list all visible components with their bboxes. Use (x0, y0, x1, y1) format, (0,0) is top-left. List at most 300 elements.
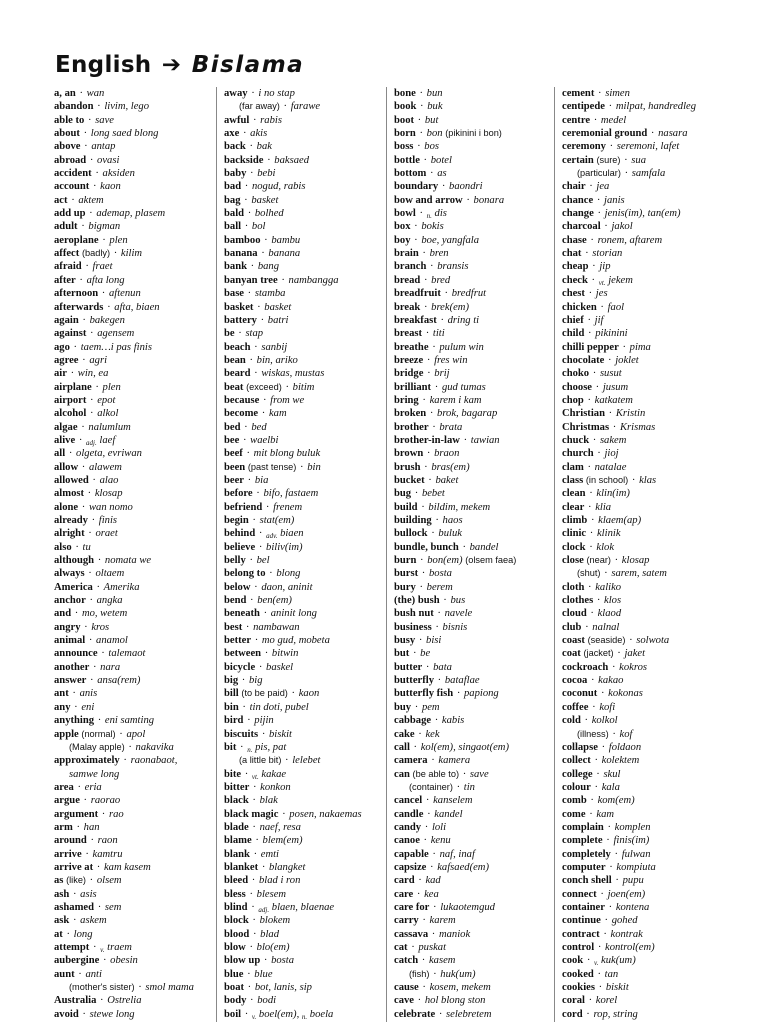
separator-dot: · (97, 555, 102, 567)
headword: chuck (562, 434, 590, 446)
headword: before (224, 488, 253, 500)
separator-dot: · (615, 875, 619, 887)
translation: kakao (598, 675, 624, 687)
headword: afterwards (54, 301, 104, 313)
headword: candy (394, 821, 422, 833)
translation: bitwin (271, 648, 299, 660)
dictionary-entry (54, 808, 214, 821)
dictionary-entry (394, 714, 554, 727)
dictionary-entry (224, 581, 384, 594)
separator-dot: · (90, 835, 94, 847)
translation: nasara (658, 128, 688, 140)
headword: clean (562, 488, 586, 500)
translation: nogud, rabis (251, 181, 306, 193)
usage-note: (badly) (81, 248, 111, 259)
dictionary-entry (224, 954, 384, 967)
part-of-speech: n. (426, 212, 432, 221)
dictionary-entry (54, 354, 214, 367)
translation: lelebet (292, 755, 321, 767)
headword: brilliant (394, 381, 432, 393)
headword: blank (224, 848, 250, 860)
headword: bit (224, 741, 237, 753)
headword: clear (562, 501, 585, 513)
translation: foldaon (608, 741, 642, 753)
headword: bleed (224, 875, 249, 887)
dictionary-entry (394, 541, 554, 554)
translation: pikinini (595, 328, 628, 340)
separator-dot: · (90, 408, 94, 420)
translation: simen (605, 88, 630, 99)
separator-dot: · (242, 128, 247, 140)
dictionary-entry (54, 247, 214, 260)
translation: akis (250, 128, 268, 140)
translation: daon, aninit (261, 581, 313, 593)
translation: wiskas, mustas (261, 368, 325, 380)
separator-dot: · (588, 328, 592, 340)
separator-dot: · (588, 501, 592, 513)
dictionary-entry (562, 1008, 722, 1021)
headword: bend (224, 595, 247, 607)
translation: smol mama (145, 982, 194, 994)
translation: kam (596, 808, 615, 820)
headword: certain (562, 154, 594, 166)
separator-dot: · (419, 208, 423, 220)
dictionary-entry (394, 447, 554, 460)
dictionary-entry (54, 981, 214, 994)
translation: wan nomo (88, 501, 133, 513)
dictionary-entry (224, 728, 384, 741)
separator-dot: · (107, 301, 111, 313)
dictionary-entry (224, 594, 384, 607)
dictionary-entry (394, 461, 554, 474)
separator-dot: · (90, 394, 94, 406)
headword: burn (394, 555, 417, 567)
separator-dot: · (265, 501, 270, 513)
headword: and (54, 608, 72, 620)
dictionary-entry (224, 447, 384, 460)
separator-dot: · (423, 154, 428, 166)
separator-dot: · (97, 715, 102, 727)
headword: between (224, 648, 262, 660)
headword: collapse (562, 741, 598, 753)
translation: boela (309, 1008, 334, 1020)
translation: klas (639, 474, 657, 486)
translation: jioj (604, 448, 619, 460)
dictionary-entry (394, 127, 554, 140)
dictionary-entry (224, 968, 384, 981)
separator-dot: · (96, 861, 101, 873)
headword: brain (394, 248, 419, 260)
translation: biskit (605, 982, 629, 994)
dictionary-entry (394, 874, 554, 887)
separator-dot: · (88, 635, 93, 647)
headword: cocoa (562, 675, 588, 687)
translation: bataflae (444, 675, 480, 687)
translation: rao (108, 808, 124, 820)
dictionary-entry (394, 768, 554, 781)
separator-dot: · (414, 701, 419, 713)
headword: bill (224, 688, 239, 700)
translation: farawe (290, 101, 321, 113)
separator-dot: · (597, 942, 602, 953)
dictionary-entry (562, 754, 722, 767)
headword: control (562, 942, 595, 953)
dictionary-entry (54, 928, 214, 941)
dictionary-entry (562, 914, 722, 927)
dictionary-entry (54, 714, 214, 727)
separator-dot: · (590, 675, 595, 687)
headword: account (54, 181, 90, 193)
dictionary-entry (224, 607, 384, 620)
separator-dot: · (249, 555, 253, 567)
translation: skul (603, 768, 621, 780)
dictionary-entry (562, 287, 722, 300)
translation: aksiden (102, 168, 135, 180)
separator-dot: · (285, 381, 290, 393)
dictionary-entry (54, 501, 214, 514)
usage-note: (normal) (81, 728, 116, 739)
title-target-language: Bislama (191, 52, 305, 78)
column-divider (386, 87, 387, 1022)
dictionary-entry (54, 741, 214, 754)
headword: America (54, 581, 93, 593)
translation: traem (107, 942, 132, 953)
translation: rop, string (593, 1008, 638, 1020)
separator-dot: · (83, 795, 88, 807)
dictionary-entry (394, 234, 554, 247)
separator-dot: · (586, 1008, 590, 1020)
separator-dot: · (462, 541, 466, 553)
separator-dot: · (81, 221, 85, 233)
headword: against (54, 328, 87, 340)
dictionary-entry (54, 861, 214, 874)
translation: i no stap (258, 88, 295, 99)
translation: ronem, aftarem (597, 234, 663, 246)
translation: haos (442, 515, 463, 526)
headword: bamboo (224, 234, 261, 246)
headword: allowed (54, 474, 89, 486)
dictionary-entry (54, 674, 214, 687)
usage-note: (illness) (577, 728, 609, 739)
translation: braon (434, 448, 460, 460)
separator-dot: · (587, 461, 591, 473)
dictionary-entry (562, 487, 722, 500)
headword: cabbage (394, 715, 432, 727)
translation: raon (97, 835, 118, 847)
separator-dot: · (590, 795, 594, 807)
translation: faol (607, 301, 625, 313)
separator-dot: · (244, 768, 249, 780)
dictionary-entry (394, 567, 554, 580)
translation: kea (424, 888, 439, 900)
headword: Christmas (562, 421, 610, 433)
dictionary-entry (394, 381, 554, 394)
dictionary-entry (224, 861, 384, 874)
headword: at (54, 928, 63, 940)
column-divider (216, 87, 217, 1022)
headword: box (394, 221, 411, 233)
translation: jip (599, 261, 611, 273)
usage-note: (olsem faea) (465, 555, 517, 566)
separator-dot: · (414, 234, 418, 246)
separator-dot: · (261, 408, 266, 420)
dictionary-entry (394, 968, 554, 981)
dictionary-entry (224, 674, 384, 687)
headword: cause (394, 982, 419, 994)
translation: raonabaot, (130, 755, 178, 767)
translation: oltaem (95, 568, 125, 580)
dictionary-entry (394, 834, 554, 847)
dictionary-entry (562, 741, 722, 754)
separator-dot: · (281, 274, 285, 286)
separator-dot: · (249, 141, 253, 153)
separator-dot: · (463, 434, 468, 446)
dictionary-entry (224, 888, 384, 901)
headword: complete (562, 835, 603, 847)
translation: Kristin (615, 408, 646, 420)
separator-dot: · (252, 928, 257, 940)
dictionary-entry (54, 100, 214, 113)
headword: algae (54, 421, 78, 433)
dictionary-entry (224, 901, 384, 914)
separator-dot: · (424, 461, 428, 473)
headword: attempt (54, 942, 90, 953)
headword: bag (224, 194, 241, 206)
translation: aftenun (108, 288, 141, 300)
usage-note: (pikinini i bon) (445, 128, 502, 139)
part-of-speech: adj. (86, 438, 97, 447)
headword: after (54, 274, 76, 286)
separator-dot: · (609, 861, 613, 873)
separator-dot: · (430, 861, 434, 873)
headword: blame (224, 835, 252, 847)
headword: been (224, 461, 246, 473)
dictionary-entry (54, 781, 214, 794)
separator-dot: · (418, 728, 422, 740)
dictionary-entry (224, 167, 384, 180)
separator-dot: · (249, 354, 253, 366)
separator-dot: · (79, 274, 83, 286)
translation: biaen (280, 528, 304, 540)
translation: jusum (602, 381, 629, 393)
separator-dot: · (588, 288, 593, 300)
separator-dot: · (588, 995, 593, 1007)
translation: pijin (254, 715, 274, 727)
dictionary-entry (224, 327, 384, 340)
translation: han (83, 821, 100, 833)
dictionary-entry (54, 301, 214, 314)
translation: apol (126, 728, 146, 740)
translation: bitim (292, 381, 315, 393)
separator-dot: · (431, 755, 435, 767)
headword: as (54, 875, 64, 887)
translation: jif (594, 314, 604, 326)
headword: aubergine (54, 955, 100, 967)
translation: finis(im) (613, 835, 650, 847)
translation: bren (429, 248, 449, 260)
headword: chest (562, 288, 585, 300)
dictionary-entry (394, 701, 554, 714)
dictionary-entry (224, 621, 384, 634)
translation: dis (434, 208, 447, 220)
dictionary-entry (562, 474, 722, 487)
dictionary-entry (54, 487, 214, 500)
dictionary-entry (562, 647, 722, 660)
translation: baket (435, 474, 459, 486)
separator-dot: · (420, 555, 424, 567)
translation: sem (104, 901, 122, 913)
dictionary-entry (394, 180, 554, 193)
headword: air (54, 368, 67, 380)
separator-dot: · (87, 114, 92, 126)
headword: check (562, 274, 588, 286)
dictionary-entry (562, 354, 722, 367)
translation: blangket (269, 861, 306, 873)
translation: korel (595, 995, 618, 1007)
translation: stat(em) (259, 515, 295, 526)
translation: tawian (470, 434, 500, 446)
separator-dot: · (422, 982, 426, 994)
headword: clothes (562, 595, 594, 607)
translation: kompiuta (616, 861, 656, 873)
headword: computer (562, 861, 606, 873)
separator-dot: · (88, 568, 92, 580)
dictionary-entry (562, 194, 722, 207)
translation: bifo, fastaem (263, 488, 319, 500)
translation: samfala (631, 168, 666, 180)
headword: always (54, 568, 85, 580)
translation: emti (260, 848, 280, 860)
headword: brush (394, 461, 421, 473)
dictionary-entry (562, 394, 722, 407)
dictionary-entry (394, 527, 554, 540)
headword: affect (54, 248, 80, 260)
separator-dot: · (412, 648, 417, 660)
separator-dot: · (241, 675, 246, 687)
dictionary-entry (394, 861, 554, 874)
translation: storian (592, 248, 623, 260)
headword: chance (562, 194, 594, 206)
dictionary-entry (562, 180, 722, 193)
dictionary-entry (562, 167, 722, 180)
translation: klok (596, 541, 615, 553)
dictionary-entry (54, 421, 214, 434)
separator-dot: · (85, 848, 89, 860)
headword: cookies (562, 982, 595, 994)
translation: tu (82, 541, 91, 553)
dictionary-entry (562, 154, 722, 167)
dictionary-entry (54, 621, 214, 634)
headword: argument (54, 808, 99, 820)
dictionary-entry (394, 821, 554, 834)
headword: carry (394, 915, 419, 927)
separator-dot: · (598, 88, 602, 99)
translation: tan (604, 968, 619, 980)
dictionary-entry (562, 794, 722, 807)
dictionary-entry (394, 367, 554, 380)
dictionary-entry (562, 381, 722, 394)
dictionary-entry (224, 554, 384, 567)
separator-dot: · (123, 755, 127, 767)
separator-dot: · (282, 808, 286, 820)
separator-dot: · (587, 394, 591, 406)
separator-dot: · (79, 88, 83, 99)
translation: bak (256, 141, 272, 153)
translation: biskit (269, 728, 292, 740)
usage-note: (Malay apple) (69, 741, 125, 752)
separator-dot: · (624, 168, 629, 180)
separator-dot: · (417, 995, 422, 1007)
headword: can (394, 768, 410, 780)
separator-dot: · (590, 234, 594, 246)
separator-dot: · (88, 528, 92, 540)
usage-note: (to be paid) (241, 688, 288, 699)
headword: abroad (54, 154, 87, 166)
dictionary-entry (54, 327, 214, 340)
headword: big (224, 675, 239, 687)
separator-dot: · (441, 181, 446, 193)
separator-dot: · (254, 581, 258, 593)
separator-dot: · (589, 488, 593, 500)
dictionary-entry (54, 954, 214, 967)
separator-dot: · (466, 194, 470, 206)
translation: medel (600, 114, 627, 126)
translation: bun (426, 88, 443, 99)
part-of-speech: adj. (258, 905, 270, 914)
dictionary-entry (224, 821, 384, 834)
headword: about (54, 128, 80, 140)
separator-dot: · (261, 728, 266, 740)
headword: befriend (224, 501, 263, 513)
headword: anything (54, 715, 95, 727)
headword: bring (394, 394, 419, 406)
dictionary-entry (224, 634, 384, 647)
dictionary-entry (562, 661, 722, 674)
separator-dot: · (608, 408, 613, 420)
translation: biliv(im) (266, 541, 303, 553)
dictionary-entry (394, 607, 554, 620)
translation: bebet (421, 488, 445, 500)
translation: kolkol (591, 715, 618, 727)
separator-dot: · (428, 474, 432, 486)
headword: black magic (224, 808, 279, 820)
translation: kros (91, 621, 110, 633)
dictionary-entry (224, 287, 384, 300)
headword: because (224, 394, 260, 406)
translation: taem…i pas finis (80, 341, 152, 353)
headword: bury (394, 581, 416, 593)
separator-dot: · (423, 301, 428, 313)
translation: long (73, 928, 93, 940)
separator-dot: · (89, 595, 93, 607)
separator-dot: · (254, 368, 258, 380)
separator-dot: · (90, 675, 94, 687)
headword: bite (224, 768, 242, 780)
dictionary-entry (54, 834, 214, 847)
dictionary-entry (562, 701, 722, 714)
translation: blue (254, 968, 273, 980)
dictionary-entry (224, 140, 384, 153)
dictionary-entry (54, 367, 214, 380)
dictionary-entry (394, 914, 554, 927)
headword: beat (224, 381, 244, 393)
separator-dot: · (411, 942, 415, 953)
dictionary-entry (562, 607, 722, 620)
separator-dot: · (101, 648, 105, 660)
translation: anti (85, 968, 102, 980)
dictionary-entry (224, 794, 384, 807)
usage-note: (seaside) (587, 635, 626, 646)
